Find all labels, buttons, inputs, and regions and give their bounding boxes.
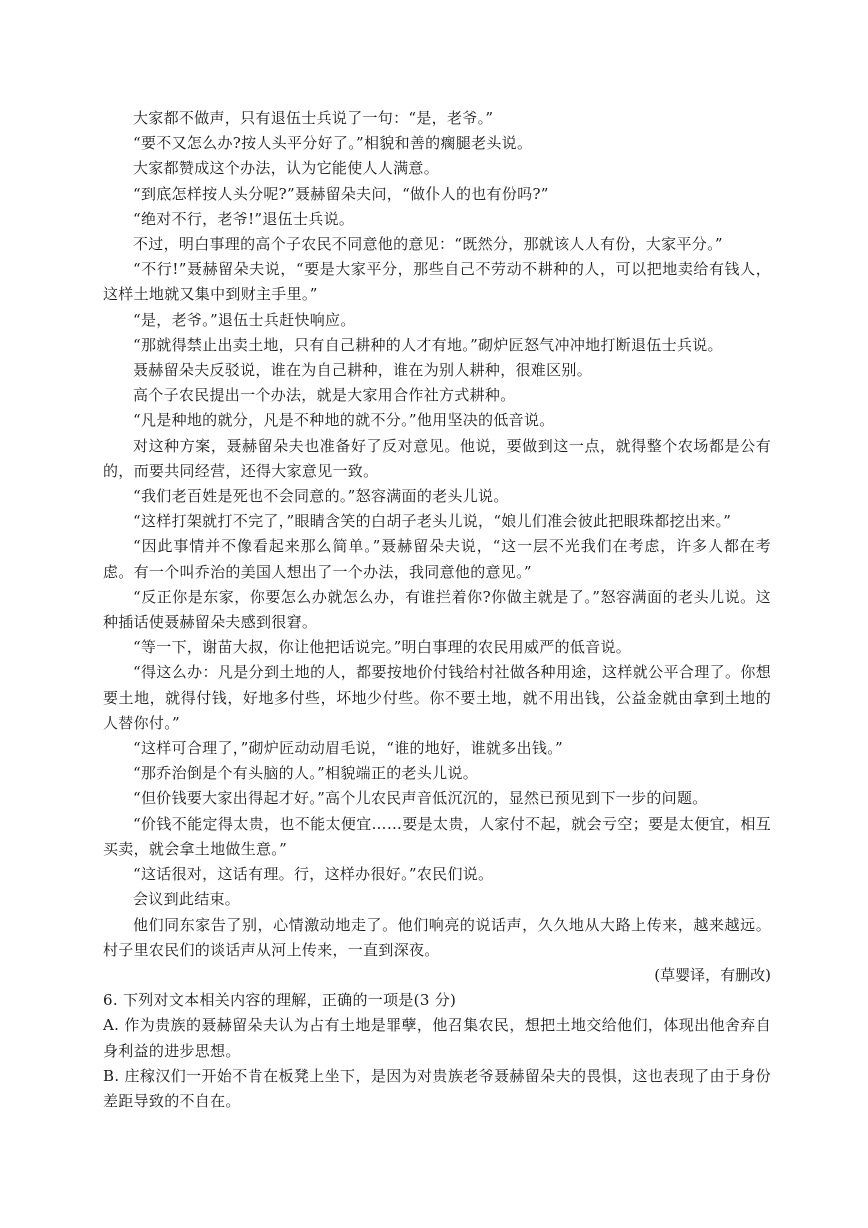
paragraph: 聂赫留朵夫反驳说，谁在为自己耕种，谁在为别人耕种，很难区别。 [133,361,593,380]
paragraph: “反正你是东家，你要怎么办就怎么办，有谁拦着你?你做主就是了。”怒容满面的老头儿说。这种插话使聂赫留朵夫感到很窘。 [103,587,771,632]
paragraph: “得这么办：凡是分到土地的人，都要按地价付钱给村社做各种用途，这样就公平合理了。你想要土地，就得付钱，好地多付些，坏地少付些。你不要土地，就不用出钱，公益金就由拿到土地的人替你付。” [103,663,771,732]
paragraph: “要不又怎么办?按人头平分好了。”相貌和善的瘸腿老头说。 [133,134,533,153]
paragraph: “我们老百姓是死也不会同意的。”怒容满面的老头儿说。 [133,487,509,506]
paragraph: 会议到此结束。 [133,890,241,909]
question-block [103,988,771,1114]
paragraph: “到底怎样按人头分呢?”聂赫留朵夫问，“做仆人的也有份吗?” [133,184,549,203]
paragraph: “那乔治倒是个有头脑的人。”相貌端正的老头儿说。 [133,764,479,783]
option-a: A. 作为贵族的聂赫留朵夫认为占有土地是罪孽，他召集农民，想把土地交给他们，体现出他舍弃自身利益的进步思想。 [103,1016,771,1060]
option-b: B. 庄稼汉们一开始不肯在板凳上坐下，是因为对贵族老爷聂赫留朵夫的畏惧，这也表现了由于身份差距导致的不自在。 [103,1066,771,1110]
paragraph: 高个子农民提出一个办法，就是大家用合作社方式耕种。 [133,386,516,405]
paragraph: 大家都不做声，只有退伍士兵说了一句：“是，老爷。” [133,109,494,127]
paragraph: “这样打架就打不完了，”眼睛含笑的白胡子老头儿说，“娘儿们准会彼此把眼珠都挖出来。” [133,512,732,531]
paragraph: “因此事情并不像看起来那么简单。”聂赫留朵夫说，“这一层不光我们在考虑，许多人都在考虑。有一个叫乔治的美国人想出了一个办法，我同意他的意见。” [103,537,771,581]
paragraph: “是，老爷。”退伍士兵赶快响应。 [133,310,356,329]
paragraph: 不过，明白事理的高个子农民不同意他的意见：“既然分，那就该人人有份，大家平分。” [133,235,723,254]
paragraph: “这样可合理了，”砌炉匠动动眉毛说，“谁的地好，谁就多出钱。” [133,739,563,758]
paragraph: “不行!”聂赫留朵夫说，“要是大家平分，那些自己不劳动不耕种的人，可以把地卖给有钱人，这样土地就又集中到财主手里。” [103,260,771,304]
paragraph: “这话很对，这话有理。行，这样办很好。”农民们说。 [133,865,494,884]
paragraph: 对这种方案，聂赫留朵夫也准备好了反对意见。他说，要做到这一点，就得整个农场都是公有的，而要共同经营，还得大家意见一致。 [103,436,771,480]
paragraph: “等一下，谢苗大叔，你让他把话说完。”明白事理的农民用威严的低音说。 [133,638,632,657]
paragraph: “价钱不能定得太贵，也不能太便宜……要是太贵，人家付不起，就会亏空；要是太便宜，相互买卖，就会拿土地做生意。” [103,814,771,858]
paragraph: 大家都赞成这个办法，认为它能使人人满意。 [133,159,440,178]
story-text [103,106,771,963]
question-stem: 6. 下列对文本相关内容的理解，正确的一项是(3 分) [103,991,457,1010]
paragraph: “但价钱要大家出得起才好。”高个儿农民声音低沉沉的，显然已预见到下一步的问题。 [133,789,708,808]
document-page [103,106,771,1114]
paragraph: “绝对不行，老爷!”退伍士兵说。 [133,209,355,228]
paragraph: 他们同东家告了别，心情激动地走了。他们响亮的说话声，久久地从大路上传来，越来越远。村子里农民们的谈话声从河上传来，一直到深夜。 [103,915,771,959]
paragraph: “那就得禁止出卖土地，只有自己耕种的人才有地。”砌炉匠怒气冲冲地打断退伍士兵说。 [133,335,723,354]
translation-source: (草婴译，有删改) [654,965,771,984]
paragraph: “凡是种地的就分，凡是不种地的就不分。”他用坚决的低音说。 [133,411,555,430]
